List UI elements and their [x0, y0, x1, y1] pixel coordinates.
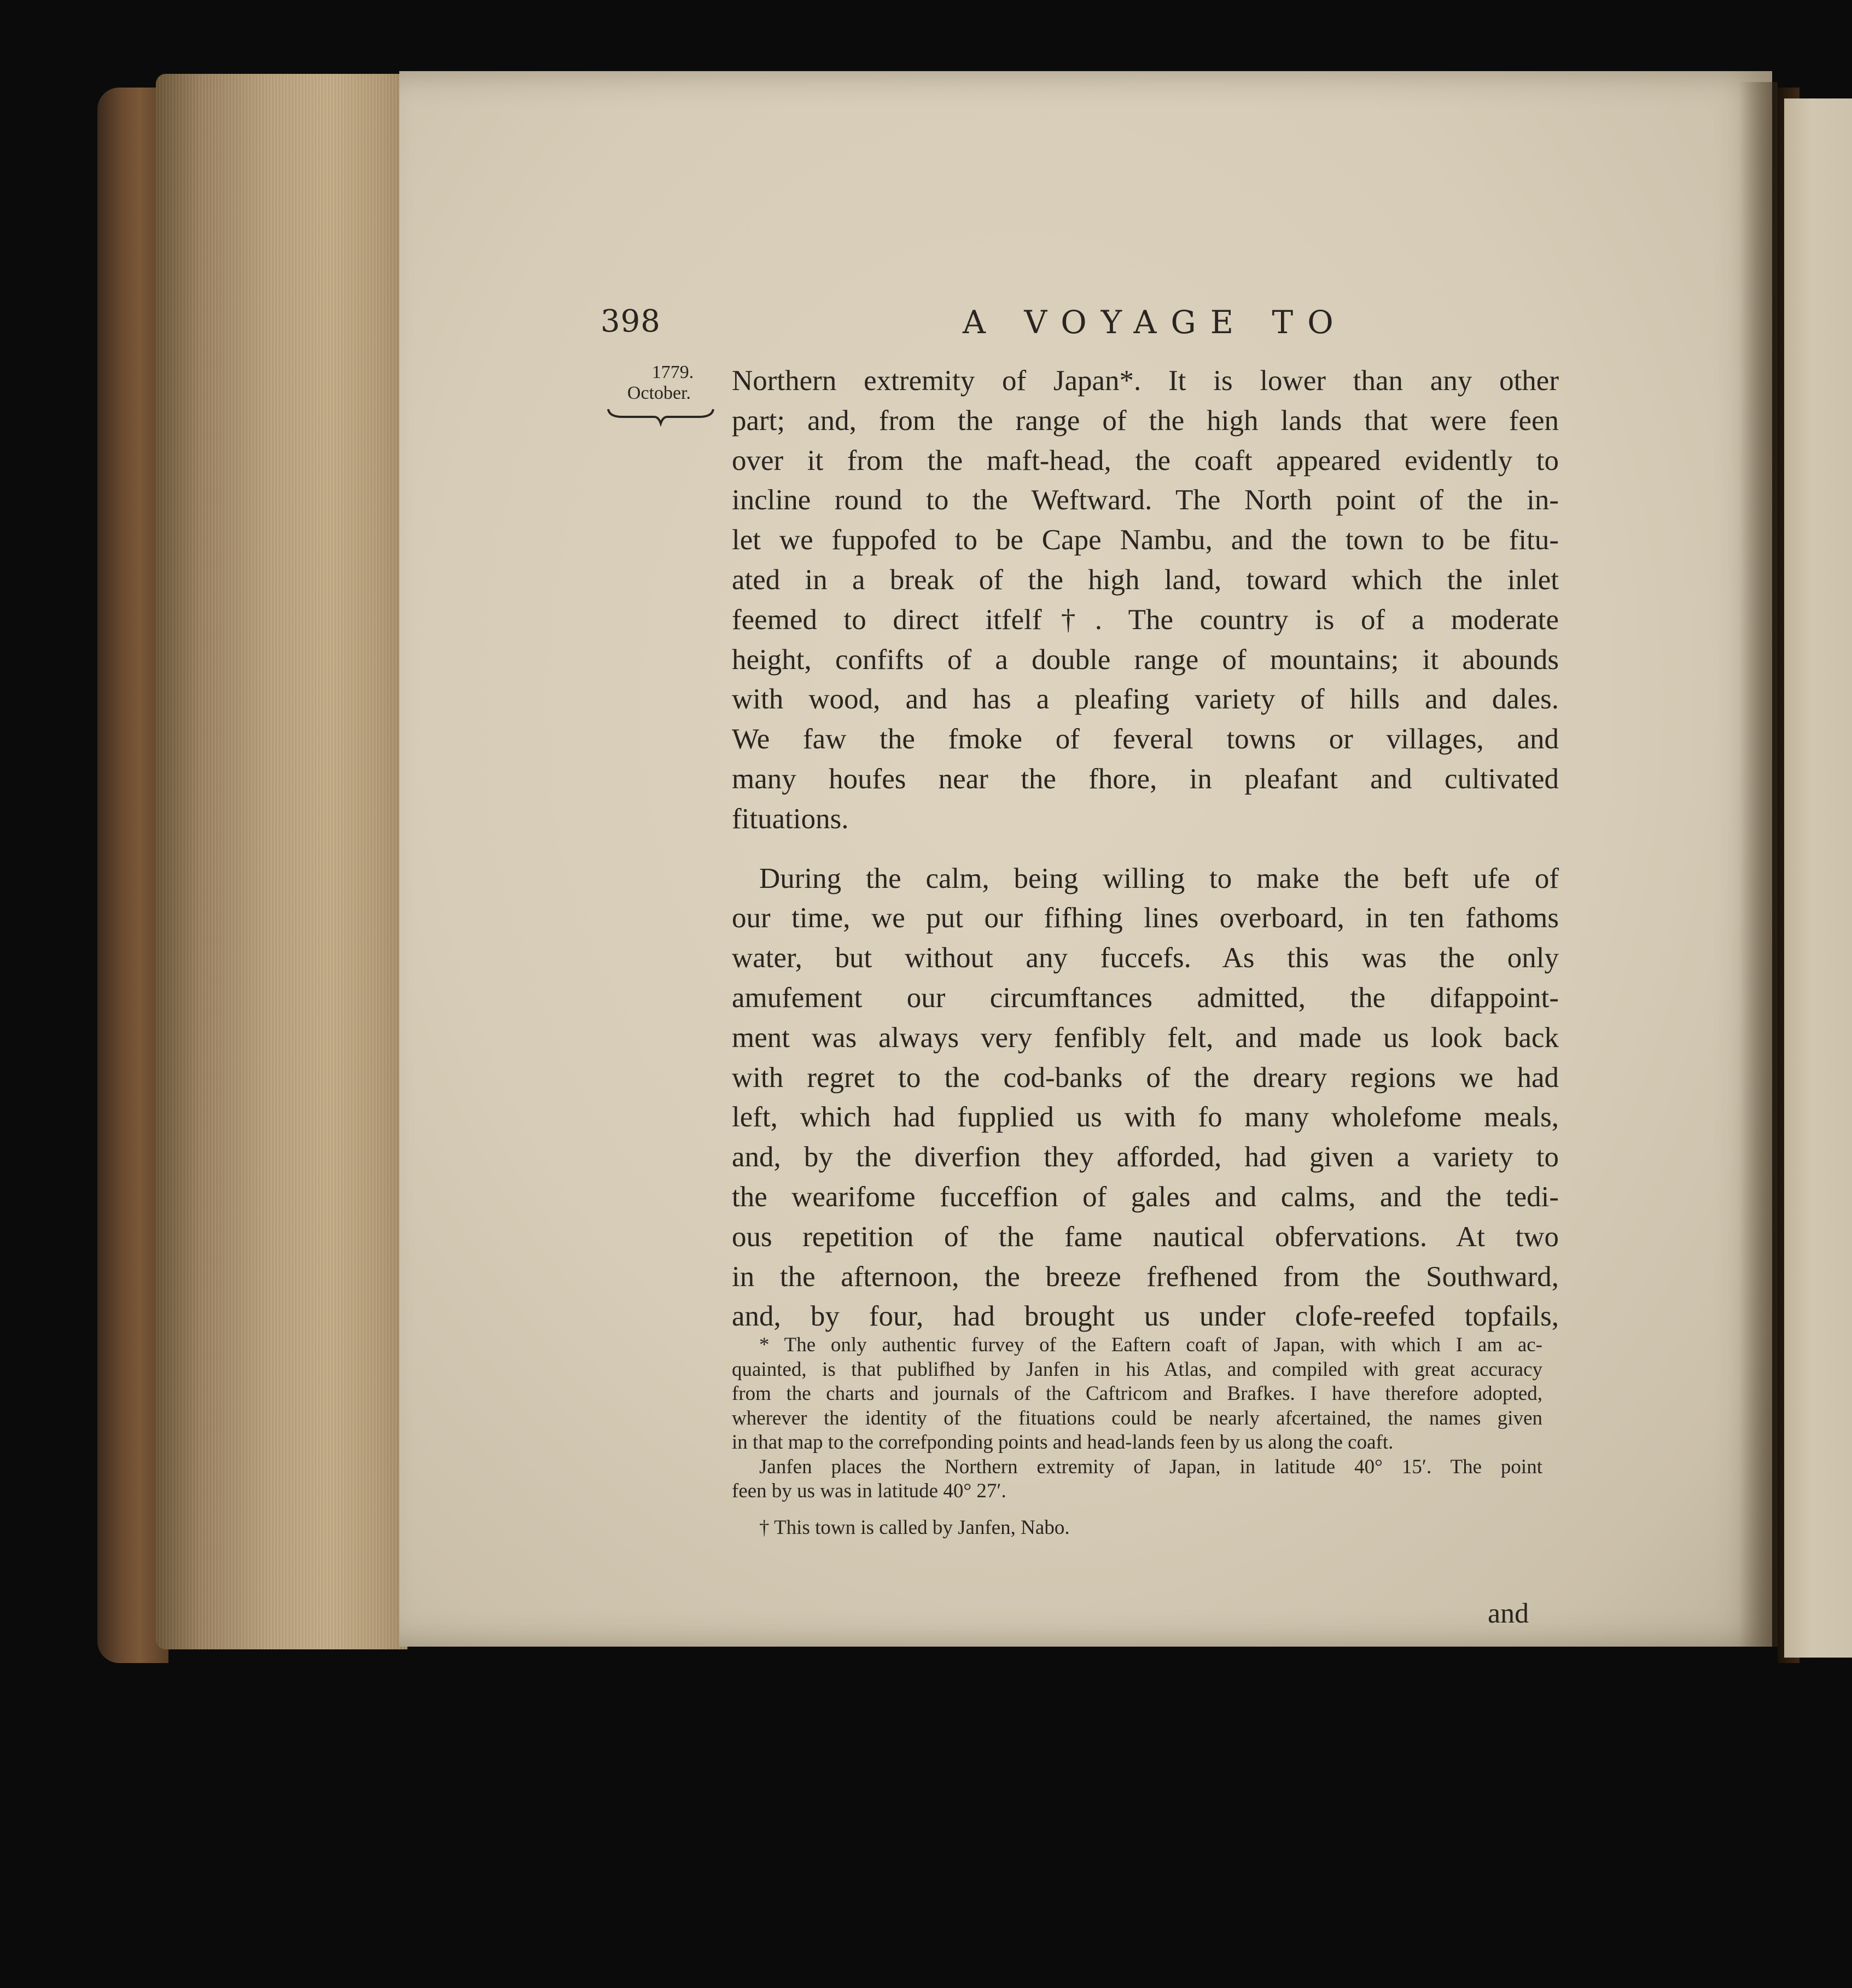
- body-line: with wood, and has a pleafing variety of hills and dales.: [732, 683, 1559, 716]
- body-line: and, by four, had brought us under clofe-reefed topfails,: [732, 1300, 1559, 1333]
- footnote-line: † This town is called by Janfen, Nabo.: [759, 1516, 1070, 1539]
- page-number: 398: [601, 304, 661, 339]
- body-line: in the afternoon, the breeze frefhened from the Southward,: [732, 1260, 1559, 1293]
- margin-note-year: 1779.: [651, 362, 694, 382]
- facing-page-edge: [1784, 98, 1852, 1658]
- footnote-line: from the charts and journals of the Caftricom and Brafkes. I have therefore adopted,: [732, 1382, 1542, 1405]
- body-line: and, by the diverfion they afforded, had given a variety to: [732, 1141, 1559, 1173]
- body-line: water, but without any fuccefs. As this was the only: [732, 942, 1559, 974]
- body-line: our time, we put our fifhing lines overboard, in ten fathoms: [732, 902, 1559, 934]
- body-line: many houfes near the fhore, in pleafant and cultivated: [732, 763, 1559, 795]
- body-line: the wearifome fucceffion of gales and calms, and the tedi-: [732, 1181, 1559, 1213]
- footnote-2: [732, 1516, 1542, 1541]
- footnote-1-continued: [732, 1455, 1542, 1504]
- body-line: feemed to direct itfelf†. The country is of a moderate: [732, 603, 1559, 636]
- body-line: height, confifts of a double range of mountains; it abounds: [732, 643, 1559, 676]
- footnote-line: Janfen places the Northern extremity of Japan, in latitude 40° 15′. The point: [759, 1455, 1542, 1478]
- body-line: let we fuppofed to be Cape Nambu, and the town to be fitu-: [732, 524, 1559, 556]
- body-line: ated in a break of the high land, toward which the inlet: [732, 563, 1559, 596]
- body-line: During the calm, being willing to make the beft ufe of: [759, 862, 1559, 894]
- body-line: part; and, from the range of the high lands that were feen: [732, 404, 1559, 437]
- footnote-line: quainted, is that publifhed by Janfen in his Atlas, and compiled with great accuracy: [732, 1358, 1542, 1381]
- body-line: amufement our circumftances admitted, the difappoint-: [732, 981, 1559, 1014]
- footnotes: [732, 1333, 1542, 1540]
- body-line: We faw the fmoke of feveral towns or villages, and: [732, 723, 1559, 755]
- footnote-1: [732, 1333, 1542, 1455]
- running-head: A VOYAGE TO: [963, 304, 1348, 341]
- footnote-line: wherever the identity of the fituations could be nearly afcertained, the names given: [732, 1406, 1542, 1429]
- body-line: fituations.: [732, 803, 849, 835]
- catchword: and: [1488, 1598, 1529, 1629]
- body-text: [732, 361, 1559, 1336]
- margin-note-month: October.: [627, 383, 691, 403]
- page-block-edges: [156, 74, 407, 1649]
- body-line: ous repetition of the fame nautical obfervations. At two: [732, 1220, 1559, 1253]
- body-line: ment was always very fenfibly felt, and made us look back: [732, 1021, 1559, 1054]
- body-line: left, which had fupplied us with fo many wholefome meals,: [732, 1101, 1559, 1133]
- footnote-line: in that map to the correfponding points and head-lands feen by us along the coaft.: [732, 1431, 1394, 1454]
- body-line: with regret to the cod-banks of the dreary regions we had: [732, 1061, 1559, 1094]
- paragraph-1: [732, 361, 1559, 839]
- margin-brace-icon: [606, 405, 715, 427]
- body-line: incline round to the Weftward. The North point of the in-: [732, 484, 1559, 516]
- gutter-shadow: [1739, 82, 1778, 1647]
- body-line: over it from the maft-head, the coaft appeared evidently to: [732, 444, 1559, 476]
- paragraph-2: [732, 859, 1559, 1337]
- footnote-line: * The only authentic furvey of the Eaftern coaft of Japan, with which I am ac-: [759, 1334, 1542, 1356]
- body-line: Northern extremity of Japan*. It is lower than any other: [732, 365, 1559, 397]
- footnote-line: feen by us was in latitude 40° 27′.: [732, 1480, 1006, 1502]
